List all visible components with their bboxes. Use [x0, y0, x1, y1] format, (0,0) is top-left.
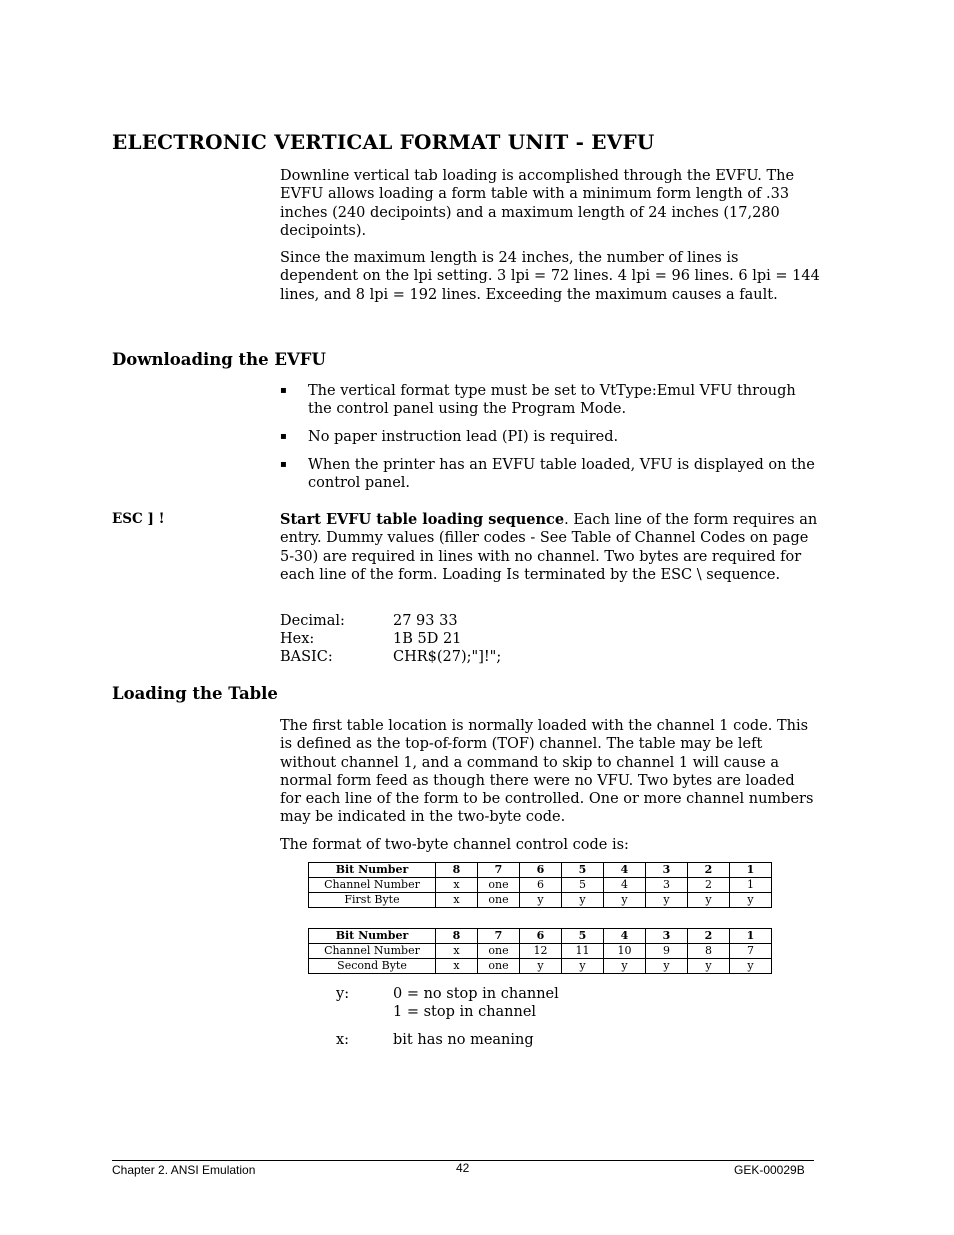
table-cell: 6: [520, 929, 562, 944]
loading-heading: Loading the Table: [112, 684, 278, 703]
table-cell: 11: [562, 944, 604, 959]
table-cell: 12: [520, 944, 562, 959]
table-cell: one: [478, 893, 520, 908]
table-cell: y: [604, 893, 646, 908]
legend-key: y:: [336, 986, 350, 1002]
table-cell: 6: [520, 878, 562, 893]
escape-sequence-text: . Each line of the form requires an entry. Dummy values (filler codes - See Table of Channel Codes on page 5-30) are required in lines with no channel. Two bytes are required for each line of the form. Loading Is terminated by the ESC \ sequence.: [280, 512, 818, 583]
table-row: [309, 944, 772, 959]
table-cell: 2: [688, 878, 730, 893]
first-byte-table: [308, 862, 772, 908]
code-value: 1B 5D 21: [393, 631, 462, 647]
legend-y: [336, 985, 559, 1022]
table-cell: 6: [520, 863, 562, 878]
table-cell: y: [730, 959, 772, 974]
table-cell: 4: [604, 863, 646, 878]
table-cell: 2: [688, 863, 730, 878]
table-cell: y: [646, 893, 688, 908]
table-cell: Second Byte: [309, 959, 436, 974]
code-row-basic: [280, 648, 501, 666]
table-cell: y: [688, 893, 730, 908]
table-cell: x: [436, 878, 478, 893]
code-label: Hex:: [280, 631, 315, 647]
bullet-icon: ▪: [280, 431, 287, 442]
table-cell: 9: [646, 944, 688, 959]
table-cell: 3: [646, 929, 688, 944]
table-cell: 1: [730, 929, 772, 944]
intro-paragraph-1: Downline vertical tab loading is accomplished through the EVFU. The EVFU allows loading a form table with a minimum form length of .33 inches (240 decipoints) and a maximum length of 24 inches (17,280 decipoints).: [280, 168, 795, 239]
escape-sequence-description: [280, 511, 820, 584]
table-cell: y: [520, 959, 562, 974]
table-cell: y: [688, 959, 730, 974]
legend-line: 1 = stop in channel: [393, 1004, 537, 1021]
table-cell: one: [478, 959, 520, 974]
table-cell: 2: [688, 929, 730, 944]
table-cell: 3: [646, 878, 688, 893]
table-cell: Channel Number: [309, 944, 436, 959]
table-cell: 10: [604, 944, 646, 959]
table-header-row: [309, 929, 772, 944]
table-cell: one: [478, 878, 520, 893]
table-row: [309, 893, 772, 908]
table-cell: Bit Number: [309, 929, 436, 944]
table-cell: 7: [730, 944, 772, 959]
legend-x: [336, 1031, 534, 1049]
table-cell: one: [478, 944, 520, 959]
legend-line: bit has no meaning: [393, 1032, 534, 1048]
table-cell: 8: [688, 944, 730, 959]
footer-chapter: Chapter 2. ANSI Emulation: [112, 1163, 256, 1177]
table-header-row: [309, 863, 772, 878]
code-value: CHR$(27);"]!";: [393, 649, 502, 665]
table-cell: 3: [646, 863, 688, 878]
bullet-icon: ▪: [280, 459, 287, 470]
downloading-heading: Downloading the EVFU: [112, 350, 326, 369]
table-cell: x: [436, 944, 478, 959]
legend-line: 0 = no stop in channel: [393, 986, 559, 1002]
code-label: Decimal:: [280, 613, 345, 629]
table-cell: Bit Number: [309, 863, 436, 878]
table-cell: First Byte: [309, 893, 436, 908]
table-cell: 4: [604, 929, 646, 944]
section-title: ELECTRONIC VERTICAL FORMAT UNIT - EVFU: [112, 130, 655, 154]
table-cell: y: [604, 959, 646, 974]
table-cell: y: [562, 959, 604, 974]
table-cell: y: [562, 893, 604, 908]
table-cell: 8: [436, 929, 478, 944]
table-cell: 7: [478, 929, 520, 944]
table-cell: 1: [730, 878, 772, 893]
table-cell: y: [646, 959, 688, 974]
footer-doc-id: GEK-00029B: [734, 1163, 805, 1177]
table-cell: y: [730, 893, 772, 908]
escape-sequence-label: ESC ] !: [112, 511, 165, 527]
table-cell: Channel Number: [309, 878, 436, 893]
intro-paragraph-2: Since the maximum length is 24 inches, the number of lines is dependent on the lpi setting. 3 lpi = 72 lines. 4 lpi = 96 lines. 6 lpi = 144 lines, and 8 lpi = 192 lines. Exceeding the maximum causes a fault.: [280, 250, 820, 303]
table-cell: y: [520, 893, 562, 908]
table-cell: 4: [604, 878, 646, 893]
second-byte-table: [308, 928, 772, 974]
table-cell: 5: [562, 878, 604, 893]
list-item-text: When the printer has an EVFU table loaded, VFU is displayed on the control panel.: [308, 457, 815, 492]
loading-paragraph: The first table location is normally loaded with the channel 1 code. This is defined as the top-of-form (TOF) channel. The table may be left without channel 1, and a command to skip to channel 1 will cause a normal form feed as though there were no VFU. Two bytes are loaded for each line of the form to be controlled. One or more channel numbers may be indicated in the two-byte code.: [280, 718, 814, 826]
table-cell: x: [436, 959, 478, 974]
code-label: BASIC:: [280, 649, 333, 665]
page-number: 42: [456, 1161, 470, 1175]
table-cell: 7: [478, 863, 520, 878]
bullet-icon: ▪: [280, 385, 287, 396]
escape-sequence-lead: Start EVFU table loading sequence: [280, 511, 565, 528]
code-value: 27 93 33: [393, 613, 458, 629]
legend-key: x:: [336, 1032, 350, 1048]
table-cell: 5: [562, 929, 604, 944]
format-intro: The format of two-byte channel control code is:: [280, 837, 629, 853]
table-cell: 5: [562, 863, 604, 878]
table-cell: x: [436, 893, 478, 908]
code-row-hex: [280, 630, 461, 648]
table-cell: 1: [730, 863, 772, 878]
code-row-decimal: [280, 612, 458, 630]
list-item-text: No paper instruction lead (PI) is required.: [308, 429, 619, 445]
table-cell: 8: [436, 863, 478, 878]
table-row: [309, 878, 772, 893]
table-row: [309, 959, 772, 974]
list-item-text: The vertical format type must be set to VtType:Emul VFU through the control panel using the Program Mode.: [308, 383, 796, 418]
